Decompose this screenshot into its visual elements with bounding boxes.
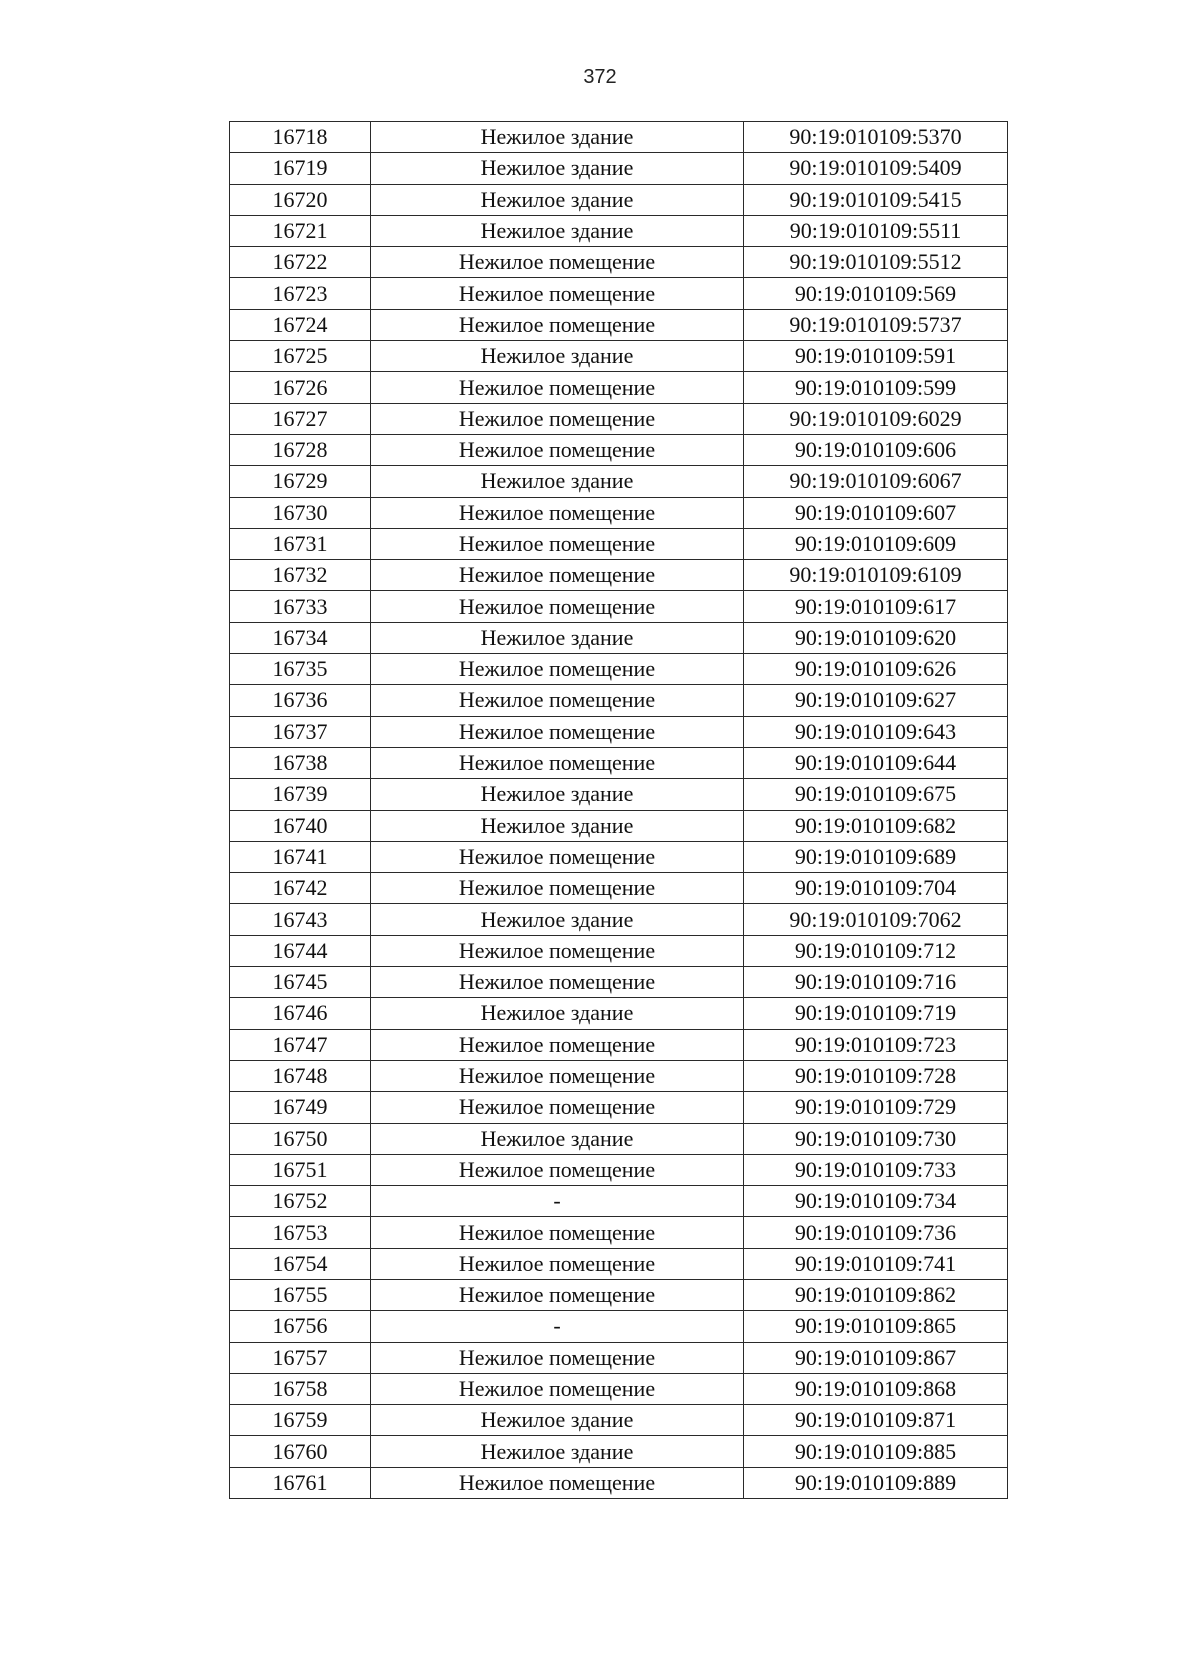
table-row	[230, 560, 1008, 591]
object-type-cell: Нежилое помещение	[371, 747, 744, 778]
object-type-cell: Нежилое здание	[371, 1123, 744, 1154]
row-number-cell: 16761	[230, 1467, 371, 1498]
row-number-cell: 16754	[230, 1248, 371, 1279]
cadastral-number-cell: 90:19:010109:5511	[744, 215, 1008, 246]
table-row	[230, 1467, 1008, 1498]
cadastral-number-cell: 90:19:010109:728	[744, 1060, 1008, 1091]
object-type-cell: Нежилое здание	[371, 122, 744, 153]
row-number-cell: 16731	[230, 528, 371, 559]
row-number-cell: 16751	[230, 1154, 371, 1185]
cadastral-number-cell: 90:19:010109:704	[744, 873, 1008, 904]
table-row	[230, 403, 1008, 434]
object-type-cell: Нежилое помещение	[371, 528, 744, 559]
cadastral-number-cell: 90:19:010109:6029	[744, 403, 1008, 434]
object-type-cell: Нежилое помещение	[371, 935, 744, 966]
row-number-cell: 16735	[230, 654, 371, 685]
cadastral-number-cell: 90:19:010109:626	[744, 654, 1008, 685]
row-number-cell: 16736	[230, 685, 371, 716]
object-type-cell: Нежилое помещение	[371, 685, 744, 716]
cadastral-number-cell: 90:19:010109:6067	[744, 466, 1008, 497]
row-number-cell: 16758	[230, 1373, 371, 1404]
cadastral-number-cell: 90:19:010109:868	[744, 1373, 1008, 1404]
cadastral-number-cell: 90:19:010109:5512	[744, 247, 1008, 278]
row-number-cell: 16742	[230, 873, 371, 904]
object-type-cell: -	[371, 1186, 744, 1217]
object-type-cell: -	[371, 1311, 744, 1342]
table-row	[230, 434, 1008, 465]
table-row	[230, 654, 1008, 685]
cadastral-number-cell: 90:19:010109:5737	[744, 309, 1008, 340]
row-number-cell: 16759	[230, 1405, 371, 1436]
table-row	[230, 716, 1008, 747]
table-row	[230, 747, 1008, 778]
cadastral-number-cell: 90:19:010109:867	[744, 1342, 1008, 1373]
cadastral-number-cell: 90:19:010109:599	[744, 372, 1008, 403]
row-number-cell: 16725	[230, 341, 371, 372]
table-row	[230, 247, 1008, 278]
cadastral-number-cell: 90:19:010109:569	[744, 278, 1008, 309]
cadastral-number-cell: 90:19:010109:689	[744, 841, 1008, 872]
row-number-cell: 16724	[230, 309, 371, 340]
table-row	[230, 873, 1008, 904]
row-number-cell: 16728	[230, 434, 371, 465]
cadastral-number-cell: 90:19:010109:734	[744, 1186, 1008, 1217]
cadastral-number-cell: 90:19:010109:620	[744, 622, 1008, 653]
row-number-cell: 16727	[230, 403, 371, 434]
row-number-cell: 16760	[230, 1436, 371, 1467]
object-type-cell: Нежилое помещение	[371, 716, 744, 747]
cadastral-number-cell: 90:19:010109:716	[744, 967, 1008, 998]
table-row	[230, 967, 1008, 998]
page-number: 372	[583, 66, 617, 88]
object-type-cell: Нежилое помещение	[371, 1029, 744, 1060]
property-table-container	[229, 121, 1007, 1499]
row-number-cell: 16721	[230, 215, 371, 246]
object-type-cell: Нежилое здание	[371, 184, 744, 215]
object-type-cell: Нежилое помещение	[371, 1217, 744, 1248]
object-type-cell: Нежилое помещение	[371, 841, 744, 872]
cadastral-number-cell: 90:19:010109:885	[744, 1436, 1008, 1467]
row-number-cell: 16732	[230, 560, 371, 591]
table-row	[230, 497, 1008, 528]
table-row	[230, 1405, 1008, 1436]
row-number-cell: 16743	[230, 904, 371, 935]
cadastral-number-cell: 90:19:010109:719	[744, 998, 1008, 1029]
cadastral-number-cell: 90:19:010109:741	[744, 1248, 1008, 1279]
table-row	[230, 122, 1008, 153]
cadastral-number-cell: 90:19:010109:682	[744, 810, 1008, 841]
object-type-cell: Нежилое помещение	[371, 309, 744, 340]
row-number-cell: 16745	[230, 967, 371, 998]
row-number-cell: 16747	[230, 1029, 371, 1060]
table-row	[230, 841, 1008, 872]
cadastral-number-cell: 90:19:010109:7062	[744, 904, 1008, 935]
cadastral-number-cell: 90:19:010109:609	[744, 528, 1008, 559]
table-row	[230, 1436, 1008, 1467]
table-row	[230, 466, 1008, 497]
table-row	[230, 622, 1008, 653]
table-row	[230, 1311, 1008, 1342]
table-row	[230, 309, 1008, 340]
cadastral-number-cell: 90:19:010109:871	[744, 1405, 1008, 1436]
cadastral-number-cell: 90:19:010109:591	[744, 341, 1008, 372]
table-row	[230, 810, 1008, 841]
object-type-cell: Нежилое помещение	[371, 247, 744, 278]
row-number-cell: 16720	[230, 184, 371, 215]
cadastral-number-cell: 90:19:010109:889	[744, 1467, 1008, 1498]
row-number-cell: 16756	[230, 1311, 371, 1342]
table-row	[230, 1248, 1008, 1279]
row-number-cell: 16750	[230, 1123, 371, 1154]
object-type-cell: Нежилое здание	[371, 810, 744, 841]
row-number-cell: 16744	[230, 935, 371, 966]
cadastral-number-cell: 90:19:010109:607	[744, 497, 1008, 528]
object-type-cell: Нежилое здание	[371, 1436, 744, 1467]
object-type-cell: Нежилое помещение	[371, 560, 744, 591]
object-type-cell: Нежилое помещение	[371, 278, 744, 309]
object-type-cell: Нежилое здание	[371, 904, 744, 935]
table-row	[230, 528, 1008, 559]
cadastral-number-cell: 90:19:010109:730	[744, 1123, 1008, 1154]
table-row	[230, 1373, 1008, 1404]
row-number-cell: 16737	[230, 716, 371, 747]
cadastral-number-cell: 90:19:010109:643	[744, 716, 1008, 747]
object-type-cell: Нежилое помещение	[371, 1342, 744, 1373]
table-row	[230, 1154, 1008, 1185]
table-row	[230, 779, 1008, 810]
table-row	[230, 935, 1008, 966]
cadastral-number-cell: 90:19:010109:617	[744, 591, 1008, 622]
cadastral-number-cell: 90:19:010109:644	[744, 747, 1008, 778]
cadastral-number-cell: 90:19:010109:729	[744, 1092, 1008, 1123]
object-type-cell: Нежилое помещение	[371, 497, 744, 528]
row-number-cell: 16738	[230, 747, 371, 778]
cadastral-number-cell: 90:19:010109:736	[744, 1217, 1008, 1248]
object-type-cell: Нежилое помещение	[371, 873, 744, 904]
row-number-cell: 16730	[230, 497, 371, 528]
object-type-cell: Нежилое здание	[371, 622, 744, 653]
object-type-cell: Нежилое помещение	[371, 1373, 744, 1404]
table-row	[230, 998, 1008, 1029]
object-type-cell: Нежилое здание	[371, 998, 744, 1029]
object-type-cell: Нежилое здание	[371, 1405, 744, 1436]
table-row	[230, 591, 1008, 622]
table-row	[230, 1029, 1008, 1060]
row-number-cell: 16719	[230, 153, 371, 184]
cadastral-number-cell: 90:19:010109:627	[744, 685, 1008, 716]
table-row	[230, 184, 1008, 215]
property-table-body	[230, 122, 1008, 1499]
table-row	[230, 341, 1008, 372]
object-type-cell: Нежилое помещение	[371, 1279, 744, 1310]
table-row	[230, 1123, 1008, 1154]
object-type-cell: Нежилое помещение	[371, 403, 744, 434]
cadastral-number-cell: 90:19:010109:5415	[744, 184, 1008, 215]
object-type-cell: Нежилое здание	[371, 466, 744, 497]
object-type-cell: Нежилое здание	[371, 779, 744, 810]
table-row	[230, 1279, 1008, 1310]
row-number-cell: 16722	[230, 247, 371, 278]
row-number-cell: 16752	[230, 1186, 371, 1217]
table-row	[230, 153, 1008, 184]
row-number-cell: 16729	[230, 466, 371, 497]
object-type-cell: Нежилое здание	[371, 215, 744, 246]
row-number-cell: 16741	[230, 841, 371, 872]
object-type-cell: Нежилое помещение	[371, 434, 744, 465]
cadastral-number-cell: 90:19:010109:675	[744, 779, 1008, 810]
row-number-cell: 16734	[230, 622, 371, 653]
object-type-cell: Нежилое помещение	[371, 1248, 744, 1279]
row-number-cell: 16757	[230, 1342, 371, 1373]
row-number-cell: 16746	[230, 998, 371, 1029]
table-row	[230, 1092, 1008, 1123]
object-type-cell: Нежилое помещение	[371, 654, 744, 685]
object-type-cell: Нежилое помещение	[371, 372, 744, 403]
row-number-cell: 16748	[230, 1060, 371, 1091]
object-type-cell: Нежилое здание	[371, 341, 744, 372]
table-row	[230, 1217, 1008, 1248]
cadastral-number-cell: 90:19:010109:5409	[744, 153, 1008, 184]
object-type-cell: Нежилое помещение	[371, 1154, 744, 1185]
cadastral-number-cell: 90:19:010109:733	[744, 1154, 1008, 1185]
property-table	[229, 121, 1008, 1499]
cadastral-number-cell: 90:19:010109:6109	[744, 560, 1008, 591]
row-number-cell: 16739	[230, 779, 371, 810]
row-number-cell: 16723	[230, 278, 371, 309]
table-row	[230, 1342, 1008, 1373]
row-number-cell: 16753	[230, 1217, 371, 1248]
object-type-cell: Нежилое помещение	[371, 967, 744, 998]
table-row	[230, 1060, 1008, 1091]
cadastral-number-cell: 90:19:010109:5370	[744, 122, 1008, 153]
cadastral-number-cell: 90:19:010109:865	[744, 1311, 1008, 1342]
table-row	[230, 372, 1008, 403]
object-type-cell: Нежилое помещение	[371, 1092, 744, 1123]
object-type-cell: Нежилое помещение	[371, 1060, 744, 1091]
table-row	[230, 904, 1008, 935]
cadastral-number-cell: 90:19:010109:862	[744, 1279, 1008, 1310]
table-row	[230, 215, 1008, 246]
row-number-cell: 16718	[230, 122, 371, 153]
row-number-cell: 16733	[230, 591, 371, 622]
row-number-cell: 16749	[230, 1092, 371, 1123]
object-type-cell: Нежилое здание	[371, 153, 744, 184]
table-row	[230, 1186, 1008, 1217]
row-number-cell: 16755	[230, 1279, 371, 1310]
cadastral-number-cell: 90:19:010109:723	[744, 1029, 1008, 1060]
object-type-cell: Нежилое помещение	[371, 591, 744, 622]
row-number-cell: 16726	[230, 372, 371, 403]
table-row	[230, 685, 1008, 716]
cadastral-number-cell: 90:19:010109:712	[744, 935, 1008, 966]
object-type-cell: Нежилое помещение	[371, 1467, 744, 1498]
row-number-cell: 16740	[230, 810, 371, 841]
cadastral-number-cell: 90:19:010109:606	[744, 434, 1008, 465]
table-row	[230, 278, 1008, 309]
